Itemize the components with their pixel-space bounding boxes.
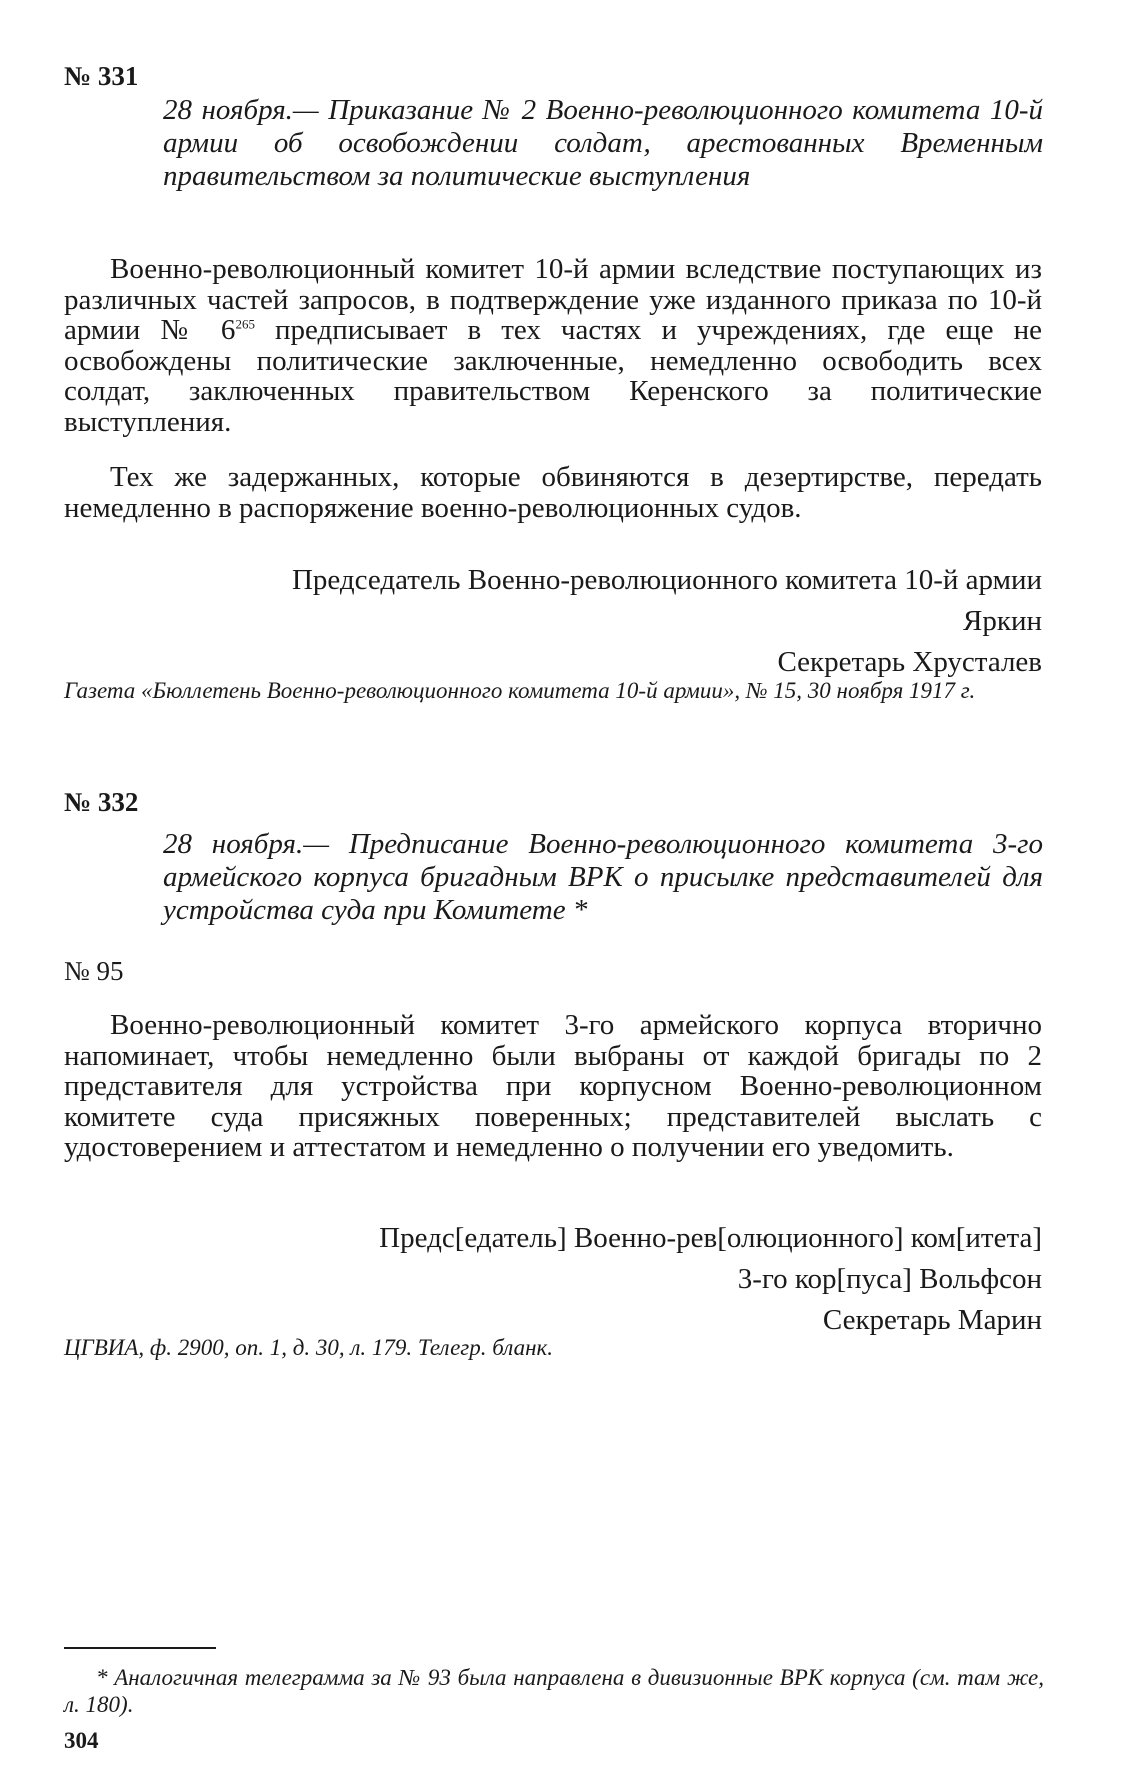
doc-331-signature-secretary: Секретарь Хрусталев — [777, 646, 1042, 678]
footnote: * Аналогичная телеграмма за № 93 была направлена в дивизионные ВРК корпуса (см. там же, л. 180). — [64, 1665, 1044, 1717]
doc-331-source: Газета «Бюллетень Военно-революционного комитета 10-й армии», № 15, 30 ноября 1917 г. — [64, 678, 976, 703]
doc-331-paragraph-1 — [64, 254, 1042, 437]
doc-331-heading: 28 ноября.— Приказание № 2 Военно-революционного комитета 10-й армии об освобождении солдат, арестованных Временным правительством за политические выступления — [163, 94, 1043, 192]
doc-332-number: № 332 — [64, 787, 139, 817]
doc-332-paragraph-1: Военно-революционный комитет 3-го армейского корпуса вторично напоминает, чтобы немедленно были выбраны от каждой бригады по 2 представителя для устройства при корпусном Военно-революционном комитете суда присяжных поверенных; представителей выслать с удостоверением и аттестатом и немедленно о получении его уведомить. — [64, 1009, 1042, 1163]
doc-331-number: № 331 — [64, 61, 139, 91]
doc-331-paragraph-1-text: Военно-революционный комитет 10-й армии вследствие поступающих из различных частей запросов, в подтверждение уже изданного приказа по 10-й армии № 6 — [64, 253, 1042, 346]
footnote-divider — [64, 1647, 216, 1649]
doc-331-paragraph-1-rest: предписывает в тех частях и учреждениях, где еще не освобождены политические заключенные, немедленно освободить всех солдат, заключенных правительством Керенского за политические выступления. — [64, 314, 1042, 438]
doc-331-signatures — [292, 560, 1042, 683]
doc-332-heading: 28 ноября.— Предписание Военно-революционного комитета 3-го армейского корпуса бригадным ВРК о присылке представителей для устройства суда при Комитете * — [163, 828, 1043, 926]
doc-331-signature-name: Яркин — [963, 605, 1042, 637]
doc-332-signature-chairman: Предс[едатель] Военно-рев[олюционного] ком[итета] — [379, 1222, 1042, 1254]
doc-331-signature-chairman: Председатель Военно-революционного комитета 10-й армии — [291, 564, 1042, 596]
doc-332-signature-secretary: Секретарь Марин — [822, 1304, 1042, 1336]
doc-332-signature-corps: 3-го кор[пуса] Вольфсон — [737, 1263, 1042, 1295]
page-number: 304 — [64, 1728, 99, 1753]
doc-332-signatures — [379, 1218, 1042, 1341]
footnote-ref-265: 265 — [235, 316, 255, 332]
doc-332-telegram-number: № 95 — [64, 956, 124, 986]
doc-332-source: ЦГВИА, ф. 2900, оп. 1, д. 30, л. 179. Телегр. бланк. — [64, 1335, 553, 1360]
doc-331-paragraph-2: Тех же задержанных, которые обвиняются в дезертирстве, передать немедленно в распоряжение военно-революционных судов. — [64, 461, 1042, 524]
